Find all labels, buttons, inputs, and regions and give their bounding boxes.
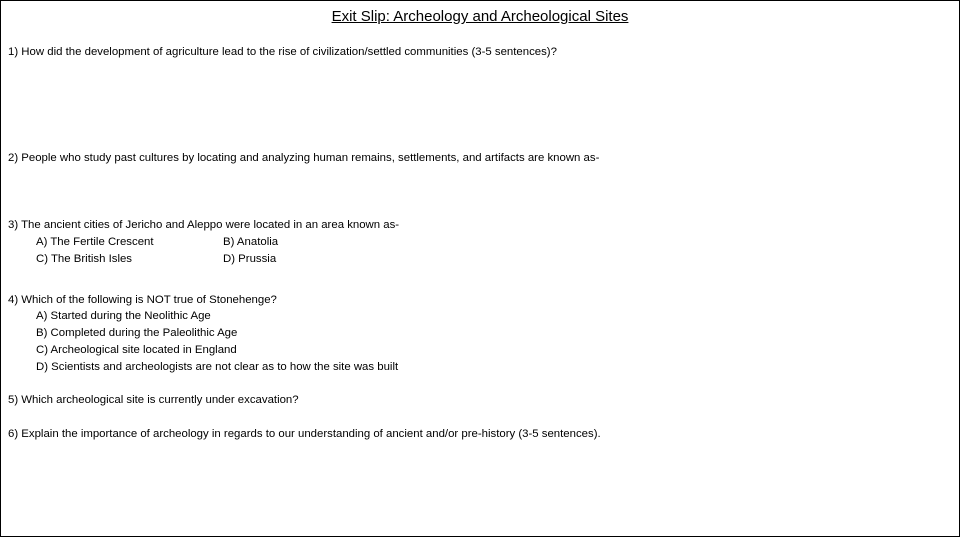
question-4-option-d: D) Scientists and archeologists are not clear as to how the site was built	[36, 361, 399, 373]
question-1: 1) How did the development of agriculture lead to the rise of civilization/settled communities (3-5 sentences)?	[8, 46, 557, 58]
question-4: 4) Which of the following is NOT true of Stonehenge?	[8, 294, 277, 306]
question-3-option-b: B) Anatolia	[223, 236, 279, 248]
question-6: 6) Explain the importance of archeology in regards to our understanding of ancient and/or pre-history (3-5 sentences).	[8, 428, 601, 440]
question-3-option-d: D) Prussia	[223, 253, 277, 265]
question-4-option-c: C) Archeological site located in England	[36, 344, 237, 356]
question-2: 2) People who study past cultures by locating and analyzing human remains, settlements, and artifacts are known as-	[8, 152, 600, 164]
question-4-option-b: B) Completed during the Paleolithic Age	[36, 327, 238, 339]
question-3-option-c: C) The British Isles	[36, 253, 133, 265]
question-5: 5) Which archeological site is currently under excavation?	[8, 394, 299, 406]
page-title: Exit Slip: Archeology and Archeological Sites	[331, 8, 629, 25]
question-4-option-a: A) Started during the Neolithic Age	[36, 310, 211, 322]
question-3-option-a: A) The Fertile Crescent	[36, 236, 154, 248]
question-3: 3) The ancient cities of Jericho and Aleppo were located in an area known as-	[8, 219, 400, 231]
